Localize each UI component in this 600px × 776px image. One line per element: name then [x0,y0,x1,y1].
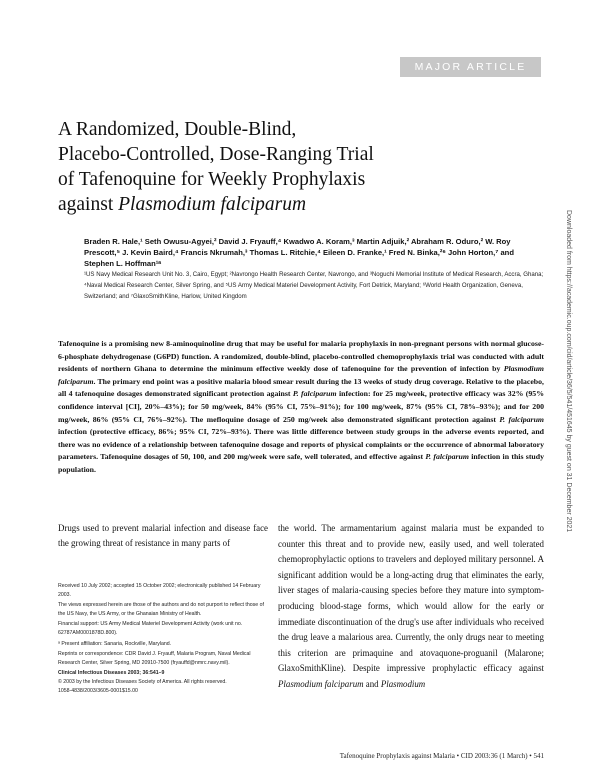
abstract-species: P. falciparum [499,414,544,424]
page-footer: Tafenoquine Prophylaxis against Malaria • CID 2003:36 (1 March) • 541 [339,752,544,760]
title-line-1: A Randomized, Double-Blind, [58,119,297,140]
note-views: The views expressed herein are those of the authors and do not purport to reflect those of the US Navy, the US Army, or the Ghanaian Ministry of Health. [58,602,264,617]
title-line-3: of Tafenoquine for Weekly Prophylaxis [58,169,366,190]
author-list: Braden R. Hale,¹ Seth Owusu-Agyei,² David J. Fryauff,⁴ Kwadwo A. Koram,³ Martin Adjuik,² Abraham R. Oduro,² W. Roy Prescott,⁵ J. Kevin Baird,⁴ Francis Nkrumah,³ Thomas L. Ritchie,⁴ Eileen D. Franke,¹ Fred N. Binka,²⁶ John Horton,⁷ and Stephen L. Hoffman¹ᵃ [84,237,514,268]
note-journal: Clinical Infectious Diseases 2003; 36:541–9 [58,670,165,677]
title-species: Plasmodium falciparum [118,194,307,215]
abstract-species: P. falciparum [425,452,469,462]
title-line-4 [58,192,438,217]
abstract-text: Tafenoquine is a promising new 8-aminoquinoline drug that may be useful for malaria prophylaxis in non-pregnant persons with normal glucose-6-phosphate dehydrogenase (G6PD) function. A randomized, double-blind, placebo-controlled chemoprophylaxis trial was conducted with adult residents of northern Ghana to determine the minimum effective weekly dose of tafenoquine for the prevention of infection by [58,339,544,374]
body-text: and [363,678,381,689]
body-species: Plasmodium falciparum [278,678,364,689]
note-reprints: Reprints or correspondence: CDR David J. Fryauff, Malaria Program, Naval Medical Research Center, Silver Spring, MD 20910-7500 (fryauffd@nmrc.navy.mil). [58,651,251,666]
note-support: Financial support: US Army Medical Materiel Development Activity (work unit no. 62787AM0001878D.800). [58,621,243,636]
note-copyright: © 2003 by the Infectious Diseases Society of America. All rights reserved. [58,678,227,685]
note-present-affiliation: ᵃ Present affiliation: Sanaria, Rockville, Maryland. [58,640,172,647]
title-line-4-text: against [58,194,119,215]
body-species: Plasmodium [380,678,426,689]
abstract [58,338,544,477]
article-type-banner: MAJOR ARTICLE [400,57,541,77]
note-received: Received 10 July 2002; accepted 15 October 2002; electronically published 14 February 2003. [58,583,261,598]
body-text: the world. The armamentarium against malaria must be expanded to counter this threat and to provide new, easily used, and well tolerated chemoprophylactic options to travelers and deployed military personnel. A significant addition would be a long-acting drug that eliminates the early, liver stages of malaria-causing species before they mature into symptom-producing blood-stage forms, which would allow for the early or immediate discontinuation of the drug's use after individuals who received the drug leave a malarious area. Currently, the only drugs near to meeting this criterion are primaquine and atovaquone-proguanil (Malarone; GlaxoSmithKline). Despite impressive prophylactic efficacy against [278,523,544,674]
article-notes [58,582,270,695]
download-watermark-text[interactable]: Downloaded from https://academic.oup.com/cid/article/36/5/541/451645 by guest on 31 December 2021 [565,210,572,533]
abstract-species: Plasmodium falciparum [58,364,544,386]
body-text-right [278,521,544,693]
article-title [58,117,438,217]
abstract-species: P. falciparum [292,389,337,399]
affiliations: ¹US Navy Medical Research Unit No. 3, Cairo, Egypt; ²Navrongo Health Research Center, Navrongo, and ³Noguchi Memorial Institute of Medical Research, Accra, Ghana; ⁴Naval Medical Research Center, Silver Spring, and ⁵US Army Medical Materiel Development Activity, Fort Detrick, Maryland; ⁶World Health Organization, Geneva, Switzerland; and ⁷GlaxoSmithKline, Harlow, United Kingdom [84,271,544,300]
abstract-text: . The primary end point was a positive malaria blood smear result during the 13 weeks of study drug coverage. Relative to the placebo, all 4 tafenoquine dosages demonstrated significant protection against [58,376,544,399]
body-text-left: Drugs used to prevent malarial infection and disease face the growing threat of resistance in many parts of [58,523,268,548]
title-line-2: Placebo-Controlled, Dose-Ranging Trial [58,144,374,165]
abstract-text: infection (protective efficacy, 86%; 95% CI, 72%–93%). There was little difference between study groups in the adverse events reported, and there was no evidence of a relationship between tafenoquine dosage and reports of physical complaints or the occurrence of abnormal laboratory parameters. Tafenoquine dosages of 50, 100, and 200 mg/week were safe, well tolerated, and effective against [58,427,544,462]
abstract-text: infection in this study population. [58,452,544,474]
download-watermark [560,210,574,580]
abstract-text: infection: for 25 mg/week, protective efficacy was 32% (95% confidence interval [CI], 20%–43%); for 50 mg/week, 84% (95% CI, 75%–91%); for 100 mg/week, 87% (95% CI, 78%–93%); and for 200 mg/week, 86% (95% CI, 76%–92%). The mefloquine dosage of 250 mg/week also demonstrated significant protection against [58,389,545,424]
note-issn: 1058-4838/2003/3605-0001$15.00 [58,687,138,694]
